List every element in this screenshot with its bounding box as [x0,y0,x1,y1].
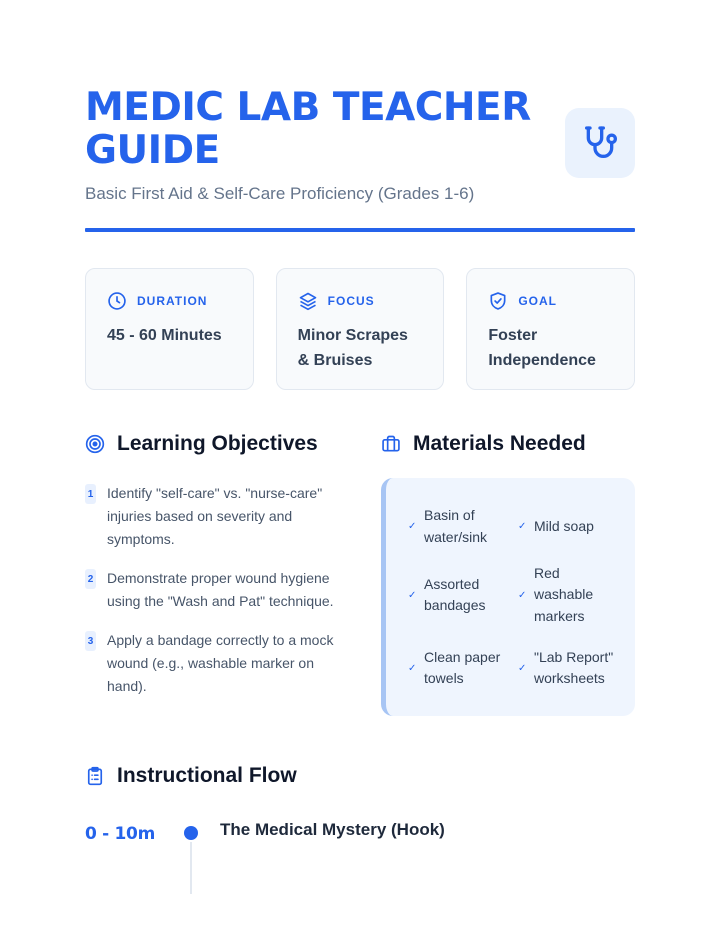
layers-icon [298,291,318,311]
stethoscope-icon [580,123,620,163]
check-icon: ✓ [518,521,527,532]
materials-needed [381,432,635,716]
item-text: Apply a bandage correctly to a mock wound (e.g., washable marker on hand). [107,632,334,694]
item-number: 3 [85,631,96,651]
list-item [85,629,345,698]
card-focus [276,268,445,390]
item-text: Basin of water/sink [424,507,488,545]
instructional-flow [85,764,635,844]
step-title: The Medical Mystery (Hook) [220,820,445,839]
clock-icon [107,291,127,311]
card-label: DURATION [137,294,208,308]
check-icon: ✓ [408,662,417,674]
card-label: GOAL [518,294,558,308]
target-icon [85,434,105,454]
section-title [85,764,635,788]
card-duration [85,268,254,390]
list-item [85,482,345,551]
clipboard-list-icon [85,766,105,786]
page-subtitle: Basic First Aid & Self-Care Proficiency (Grades 1-6) [85,184,475,203]
list-item [408,496,516,557]
card-value: Foster Independence [488,327,596,369]
summary-cards [85,268,635,390]
objectives-list [85,482,345,698]
card-value: Minor Scrapes & Bruises [297,327,408,369]
section-title [85,432,345,456]
check-icon: ✓ [518,589,527,601]
timeline-dot [184,826,198,840]
card-goal [466,268,635,390]
guide-page [85,0,635,932]
list-item [518,559,618,631]
card-label: FOCUS [327,294,375,308]
list-item [518,633,618,703]
logo-badge [565,108,635,178]
item-text: Mild soap [534,517,594,534]
section-title-text: Learning Objectives [117,432,318,455]
item-number: 1 [85,484,96,504]
item-text: "Lab Report" worksheets [534,648,614,686]
item-number: 2 [85,569,96,589]
section-title-text: Instructional Flow [117,764,297,787]
step-time: 0 - 10m [85,824,155,844]
shield-check-icon [488,291,508,311]
header [85,86,635,204]
page-title: MEDIC LAB TEACHER GUIDE [85,85,531,173]
item-text: Clean paper towels [424,648,501,686]
item-text: Red washable markers [534,564,594,624]
item-text: Assorted bandages [424,575,486,613]
item-text: Demonstrate proper wound hygiene using the "Wash and Pat" technique. [107,570,334,609]
timeline-line [190,842,192,894]
check-icon: ✓ [408,521,417,532]
card-value: 45 - 60 Minutes [107,327,222,344]
item-text: Identify "self-care" vs. "nurse-care" injuries based on severity and symptoms. [107,485,323,547]
header-divider [85,228,635,232]
check-icon: ✓ [518,662,527,674]
section-title [381,432,635,456]
materials-list [381,478,635,716]
check-icon: ✓ [408,589,417,601]
section-title-text: Materials Needed [413,432,586,455]
list-item [408,559,516,631]
list-item [518,496,618,557]
learning-objectives [85,432,345,714]
list-item [408,633,516,703]
list-item [85,567,345,613]
briefcase-icon [381,434,401,454]
